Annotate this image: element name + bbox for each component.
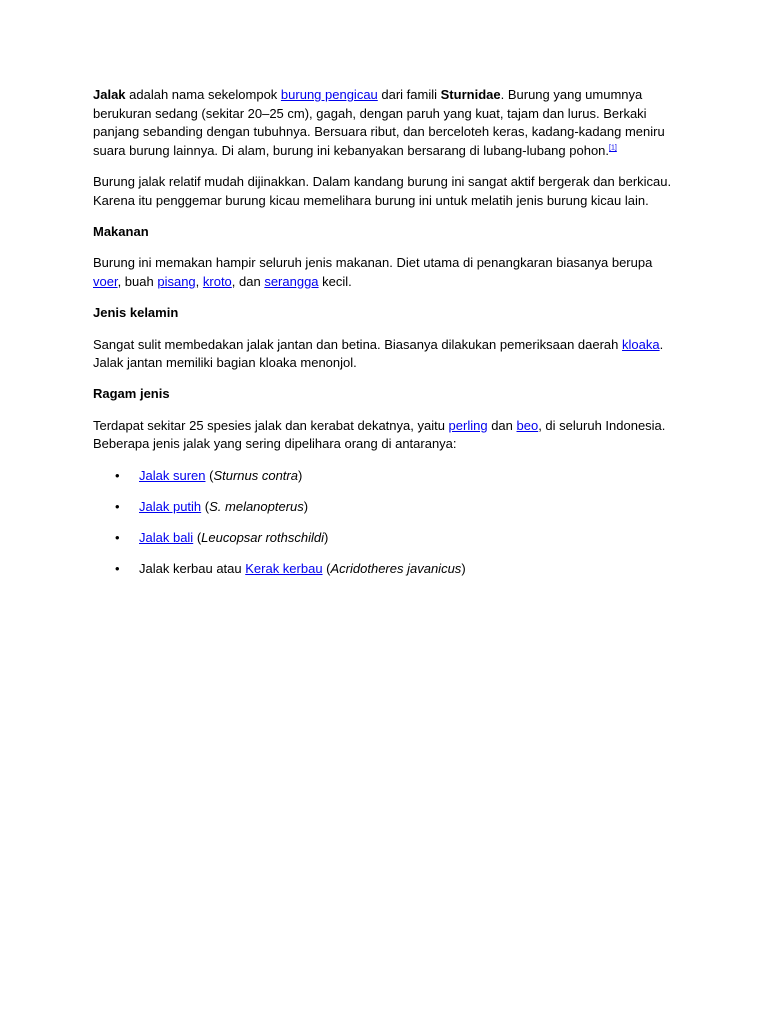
link-jalak-suren[interactable]: Jalak suren — [139, 467, 206, 483]
link-beo[interactable]: beo — [516, 417, 539, 433]
link-jalak-putih[interactable]: Jalak putih — [139, 498, 202, 514]
heading-ragam-jenis: Ragam jenis — [93, 386, 170, 402]
scientific-name: Sturnus contra — [213, 467, 298, 483]
term-jalak: Jalak — [93, 87, 126, 102]
taming-paragraph: Burung jalak relatif mudah dijinakkan. Dalam kandang burung ini sangat aktif bergerak dan berkicau. Karena itu penggemar burung kicau memelihara burung ini untuk melatih jenis burung kicau lain. — [93, 174, 672, 209]
heading-makanan: Makanan — [93, 224, 149, 240]
link-voer[interactable]: voer — [93, 274, 118, 290]
makanan-paragraph: Burung ini memakan hampir seluruh jenis makanan. Diet utama di penangkaran biasanya berupa voer, buah pisang, kroto, dan serangga kecil. — [93, 255, 653, 290]
bullet-icon: • — [115, 560, 120, 576]
heading-jenis-kelamin: Jenis kelamin — [93, 305, 179, 321]
species-list — [93, 467, 683, 579]
document-page — [93, 86, 683, 591]
link-kloaka[interactable]: kloaka — [622, 336, 660, 352]
list-item: • Jalak putih (S. melanopterus) — [93, 498, 683, 517]
intro-paragraph: Jalak adalah nama sekelompok burung pengicau dari famili Sturnidae. Burung yang umumnya berukuran sedang (sekitar 20–25 cm), gagah, dengan paruh yang kuat, tajam dan lurus. Berkaki panjang sebanding dengan tubuhnya. Bersuara ribut, dan berceloteh keras, kadang-kadang meniru suara burung lainnya. Di alam, burung ini kebanyakan bersarang di lubang-lubang pohon.[1] — [93, 87, 665, 159]
link-serangga[interactable]: serangga — [264, 274, 319, 290]
list-item: • Jalak kerbau atau Kerak kerbau (Acridotheres javanicus) — [93, 560, 683, 579]
scientific-name: Acridotheres javanicus — [330, 560, 462, 576]
link-jalak-bali[interactable]: Jalak bali — [139, 529, 194, 545]
family-sturnidae: Sturnidae — [440, 87, 501, 102]
link-perling[interactable]: perling — [448, 417, 488, 433]
link-kroto[interactable]: kroto — [202, 274, 232, 290]
scientific-name: S. melanopterus — [209, 498, 304, 514]
link-burung-pengicau[interactable]: burung pengicau — [280, 87, 378, 102]
link-pisang[interactable]: pisang — [157, 274, 196, 290]
list-item: • Jalak bali (Leucopsar rothschildi) — [93, 529, 683, 548]
bullet-icon: • — [115, 529, 120, 545]
kelamin-paragraph: Sangat sulit membedakan jalak jantan dan betina. Biasanya dilakukan pemeriksaan daerah kloaka. Jalak jantan memiliki bagian kloaka menonjol. — [93, 336, 664, 371]
link-kerak-kerbau[interactable]: Kerak kerbau — [245, 560, 323, 576]
bullet-icon: • — [115, 498, 120, 514]
list-item: • Jalak suren (Sturnus contra) — [93, 467, 683, 486]
bullet-icon: • — [115, 467, 120, 483]
ragam-paragraph: Terdapat sekitar 25 spesies jalak dan kerabat dekatnya, yaitu perling dan beo, di seluruh Indonesia. Beberapa jenis jalak yang sering dipelihara orang di antaranya: — [93, 417, 666, 452]
reference-link-1[interactable]: [1] — [609, 144, 617, 152]
scientific-name: Leucopsar rothschildi — [201, 529, 325, 545]
